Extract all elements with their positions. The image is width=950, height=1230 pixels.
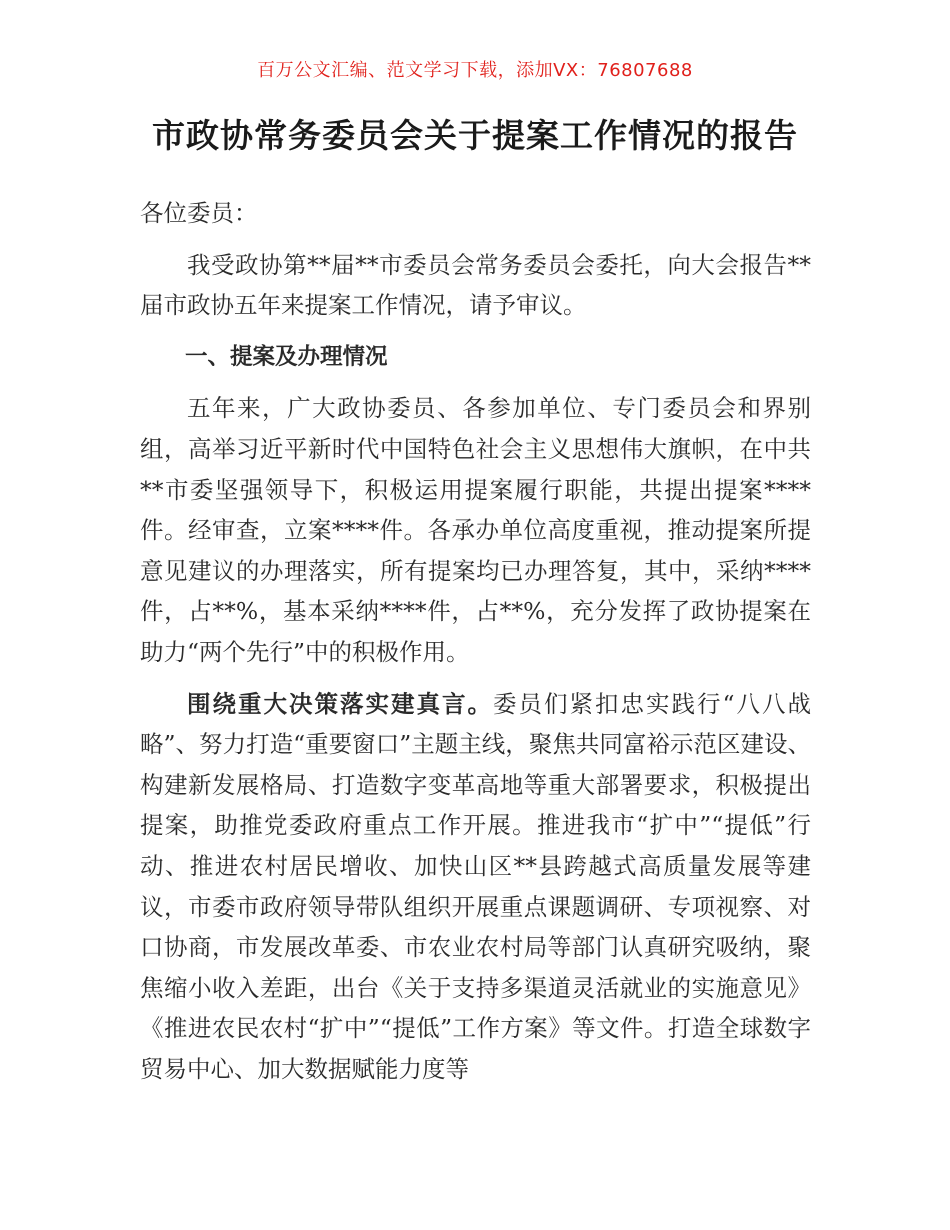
paragraph-text: 委员们紧扣忠实践行“八八战略”、努力打造“重要窗口”主题主线，聚焦共同富裕示范区建设、构建新发展格局、打造数字变革高地等重大部署要求，积极提出提案，助推党委政府重点工作开展。推进我市“扩中”“提低”行动、推进农村居民增收、加快山区**县跨越式高质量发展等建议，市委市政府领导带队组织开展重点课题调研、专项视察、对口协商，市发展改革委、市农业农村局等部门认真研究吸纳，聚焦缩小收入差距，出台《关于支持多渠道灵活就业的实施意见》《推进农民农村“扩中”“提低”工作方案》等文件。打造全球数字贸易中心、加大数据赋能力度等 xyxy=(140,689,812,1083)
download-banner: 百万公文汇编、范文学习下载，添加VX：76807688 xyxy=(257,60,693,81)
document-body xyxy=(140,193,811,1100)
salutation: 各位委员： xyxy=(140,199,258,227)
intro-paragraph: 我受政协第**届**市委员会常务委员会委托，向大会报告**届市政协五年来提案工作情况，请予审议。 xyxy=(140,250,811,320)
section-heading: 一、提案及办理情况 xyxy=(185,343,388,370)
paragraph-lead: 围绕重大决策落实建真言。 xyxy=(187,689,493,718)
section1-paragraph: 五年来，广大政协委员、各参加单位、专门委员会和界别组，高举习近平新时代中国特色社会主义思想伟大旗帜，在中共**市委坚强领导下，积极运用提案履行职能，共提出提案****件。经审查，立案****件。各承办单位高度重视，推动提案所提意见建议的办理落实，所有提案均已办理答复，其中，采纳****件，占**%，基本采纳****件，占**%，充分发挥了政协提案在助力“两个先行”中的积极作用。 xyxy=(140,394,811,666)
page-title: 市政协常务委员会关于提案工作情况的报告 xyxy=(152,116,798,155)
decision-paragraph xyxy=(140,684,811,1090)
